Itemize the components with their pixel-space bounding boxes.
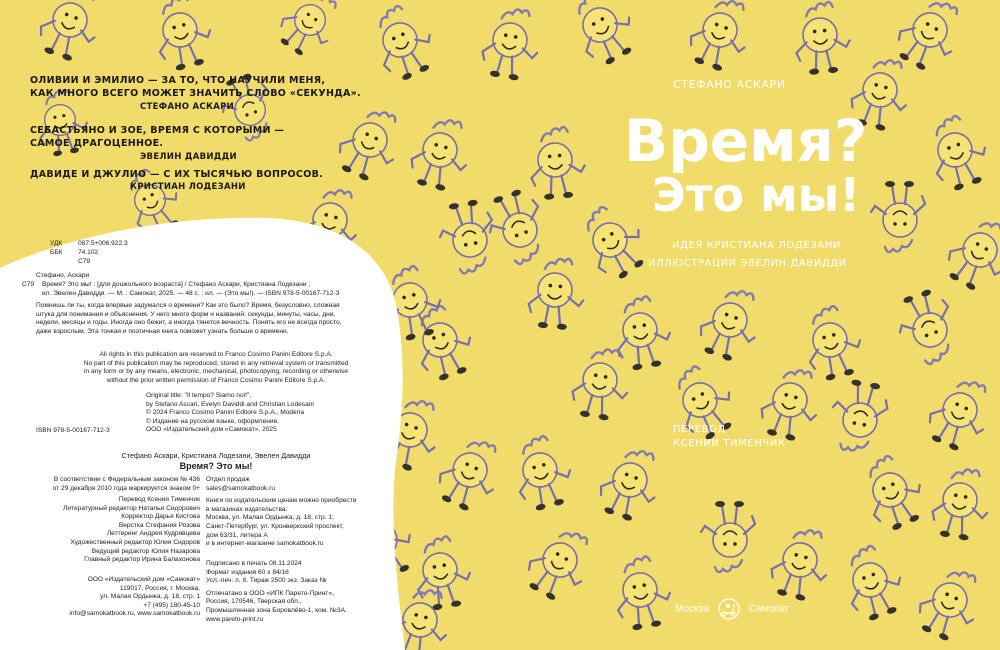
catalog-entry-line: Время? Это мы! : [для дошкольного возраста] / Стефано Аскари, Кристиана Лодезани ; bbox=[42, 281, 311, 288]
sales-info bbox=[206, 476, 356, 549]
illus-name: ЭВЕЛИН ДАВИДДИ bbox=[740, 258, 847, 269]
dedication-text: СЕБАСТЬЯНО И ЗОЕ, ВРЕМЯ С КОТОРЫМИ — bbox=[30, 125, 285, 136]
original-line: ООО «Издательский дом «Самокат», 2025 bbox=[146, 426, 277, 434]
dedication-2 bbox=[30, 124, 284, 150]
cover-translation bbox=[673, 424, 786, 449]
catalog-author: Стефано, Аскари bbox=[36, 272, 90, 279]
staff-line: Перевод Ксения Тименчик bbox=[118, 496, 200, 503]
annotation bbox=[36, 302, 342, 336]
original-line: © 2024 Franco Cosimo Panini Editore S.p.A., Modena bbox=[146, 409, 305, 417]
rights-line: in any form or by any means, electronic, mechanical, photocopying, recording or otherwise bbox=[84, 368, 348, 376]
catalog-entry bbox=[42, 281, 402, 298]
print-line: Подписано в печать 08.11.2024 bbox=[206, 560, 302, 567]
rights-notice bbox=[36, 351, 396, 385]
udk-label: УДК bbox=[50, 240, 63, 247]
staff-line: Корректор Дарья Кистова bbox=[121, 513, 200, 521]
print-line: Усл.-печ. л. 8. Тираж 2500 экз. Заказ № bbox=[206, 577, 327, 585]
sales-line: дом 63/31, литера А bbox=[206, 531, 268, 539]
cover-illustrations bbox=[648, 258, 847, 269]
print-info bbox=[206, 560, 347, 624]
bbk-label: ББК bbox=[50, 249, 63, 256]
dedication-signature: КРИСТИАН ЛОДЕЗАНИ bbox=[130, 182, 246, 192]
staff-line: Художественный редактор Юлия Сидоров bbox=[70, 538, 200, 546]
cover-title-line2: Это мы! bbox=[652, 168, 861, 222]
annotation-line: недели, месяцы и годы. Иногда оно бежит, а иногда тянется вечность. Понять его не всегда просто, bbox=[36, 319, 342, 327]
staff-line: Главный редактор Ирина Балахонова bbox=[84, 556, 200, 564]
idea-label: ИДЕЯ bbox=[672, 240, 703, 251]
classification-code: С79 bbox=[78, 258, 91, 265]
law-line: от 29 декабря 2010 года маркируется знаком 0+ bbox=[52, 484, 200, 492]
rights-line: All rights in this publication are reserved to Franco Cosimo Panini Editore S.p.A. bbox=[99, 351, 333, 358]
cover-idea bbox=[672, 240, 841, 251]
staff-line: Верстка Стефания Розова bbox=[118, 521, 200, 529]
dedication-text: КАК МНОГО ВСЕГО МОЖЕТ ЗНАЧИТЬ СЛОВО «СЕКУНДА». bbox=[30, 88, 361, 99]
catalog-code: С79 bbox=[22, 281, 35, 288]
dedication-text: ДАВИДЕ И ДЖУЛИО — С ИХ ТЫСЯЧЬЮ ВОПРОСОВ. bbox=[30, 169, 324, 180]
dedication-1 bbox=[30, 74, 361, 100]
publisher-logo bbox=[675, 598, 789, 620]
sales-line: и в интернет-магазине samokatbook.ru bbox=[206, 540, 324, 548]
illus-label: ИЛЛЮСТРАЦИИ bbox=[648, 258, 737, 269]
publisher-line: 119017, Россия, г. Москва, bbox=[119, 584, 200, 592]
bbk-line bbox=[50, 249, 99, 258]
publisher-line: ул. Малая Ордынка, д. 18, стр. 1 bbox=[100, 593, 200, 601]
staff-list bbox=[22, 496, 200, 565]
annotation-line: Помнишь ли ты, когда впервые задумался о времени? Как это было? Время, безусловно, сложная bbox=[36, 302, 340, 309]
dedication-signature: ЭВЕЛИН ДАВИДДИ bbox=[140, 152, 237, 162]
publisher-info bbox=[22, 576, 200, 619]
annotation-line: даже взрослым. Эта тонкая и поэтичная книга поможет узнать больше о времени. bbox=[36, 327, 289, 335]
udk-value: 087.5+006.922.3 bbox=[78, 240, 128, 247]
print-line: Россия, 170546, Тверская обл., bbox=[206, 598, 302, 606]
original-copyright bbox=[146, 392, 314, 435]
print-line: www.pareto-print.ru bbox=[206, 615, 264, 623]
bbk-value: 74.102 bbox=[78, 249, 99, 256]
logo-city: Москва bbox=[675, 603, 710, 615]
print-line: Промышленная зона Боровлёво-1, ком. №3А. bbox=[206, 606, 347, 614]
cover-author: СТЕФАНО АСКАРИ bbox=[673, 78, 786, 91]
sales-line: Санкт-Петербург, ул. Кронверкский проспект, bbox=[206, 522, 344, 530]
logo-publisher: Самокат bbox=[748, 603, 789, 615]
imprint-title: Время? Это мы! bbox=[179, 461, 253, 471]
dedication-text: ОЛИВИИ И ЭМИЛИО — ЗА ТО, ЧТО НАУЧИЛИ МЕНЯ, bbox=[30, 75, 326, 86]
print-line: Отпечатано в ООО «ИПК Парето-Принт», bbox=[206, 589, 334, 597]
print-line: Формат издания 60 х 84/16 bbox=[206, 568, 289, 576]
transl-label: ПЕРЕВОД bbox=[673, 424, 726, 435]
sales-line: sales@samokatbook.ru bbox=[206, 484, 275, 492]
idea-name: КРИСТИАНА ЛОДЕЗАНИ bbox=[706, 240, 841, 251]
rights-line: No part of this publication may be reproduced, stored in any retrieval system or transmitted bbox=[83, 359, 349, 367]
staff-line: Леттеринг Андрея Кудрявцева bbox=[106, 530, 200, 538]
staff-line: Ведущий редактор Юлия Назарова bbox=[91, 547, 200, 555]
publisher-line: info@samokatbook.ru, www.samokatbook.ru bbox=[69, 610, 200, 618]
publisher-line: ООО «Издательский дом «Самокат» bbox=[87, 576, 200, 583]
original-line: © Издание на русском языке, оформление. bbox=[146, 417, 280, 425]
annotation-line: штука для понимания и объяснения. У него много форм и названий: секунды, минуты, часы, дни, bbox=[36, 310, 336, 318]
udk-line bbox=[50, 240, 128, 249]
publisher-line: +7 (495) 180-45-10 bbox=[143, 601, 200, 609]
imprint-authors: Стефано Аскари, Кристиана Лодезани, Эвелен Давидди bbox=[121, 451, 311, 460]
original-line: by Stefano Ascari, Evelyn Daviddi and Christian Lodesani bbox=[146, 400, 314, 408]
sales-line: в магазинах издательства: bbox=[206, 505, 288, 513]
rights-line: without the prior written permission of Franco Cosimo Panini Editore S.p.A. bbox=[106, 376, 326, 384]
staff-line: Литературный редактор Наталья Сидорович bbox=[63, 504, 200, 512]
dedication-signature: СТЕФАНО АСКАРИ bbox=[140, 102, 235, 112]
isbn: ISBN 978-5-00167-712-3 bbox=[36, 427, 110, 434]
original-line: Original title: "Il tempo? Siamo noi!", bbox=[146, 392, 252, 399]
scooter-icon bbox=[718, 598, 740, 620]
transl-name: КСЕНИИ ТИМЕНЧИК bbox=[673, 438, 786, 449]
sales-line: Отдел продаж bbox=[206, 476, 250, 483]
cover-title-line1: Время? bbox=[624, 107, 868, 175]
dedication-3 bbox=[30, 168, 323, 181]
dedication-text: САМОЕ ДРАГОЦЕННОЕ. bbox=[30, 138, 164, 149]
law-notice bbox=[22, 476, 200, 493]
catalog-entry-line: ил. Эвелен Давидди. — М. : Самокат, 2025. — 48 с. : ил. — (Это мы!). — ISBN 978-5-00167-712-3 bbox=[42, 289, 340, 297]
sales-line: Москва, ул. Малая Ордынка, д. 18, стр. 1; bbox=[206, 514, 334, 522]
sales-line: Книги по издательским ценам можно приобрести bbox=[206, 497, 357, 505]
law-line: В соответствии с Федеральным законом № 436 bbox=[53, 476, 200, 483]
